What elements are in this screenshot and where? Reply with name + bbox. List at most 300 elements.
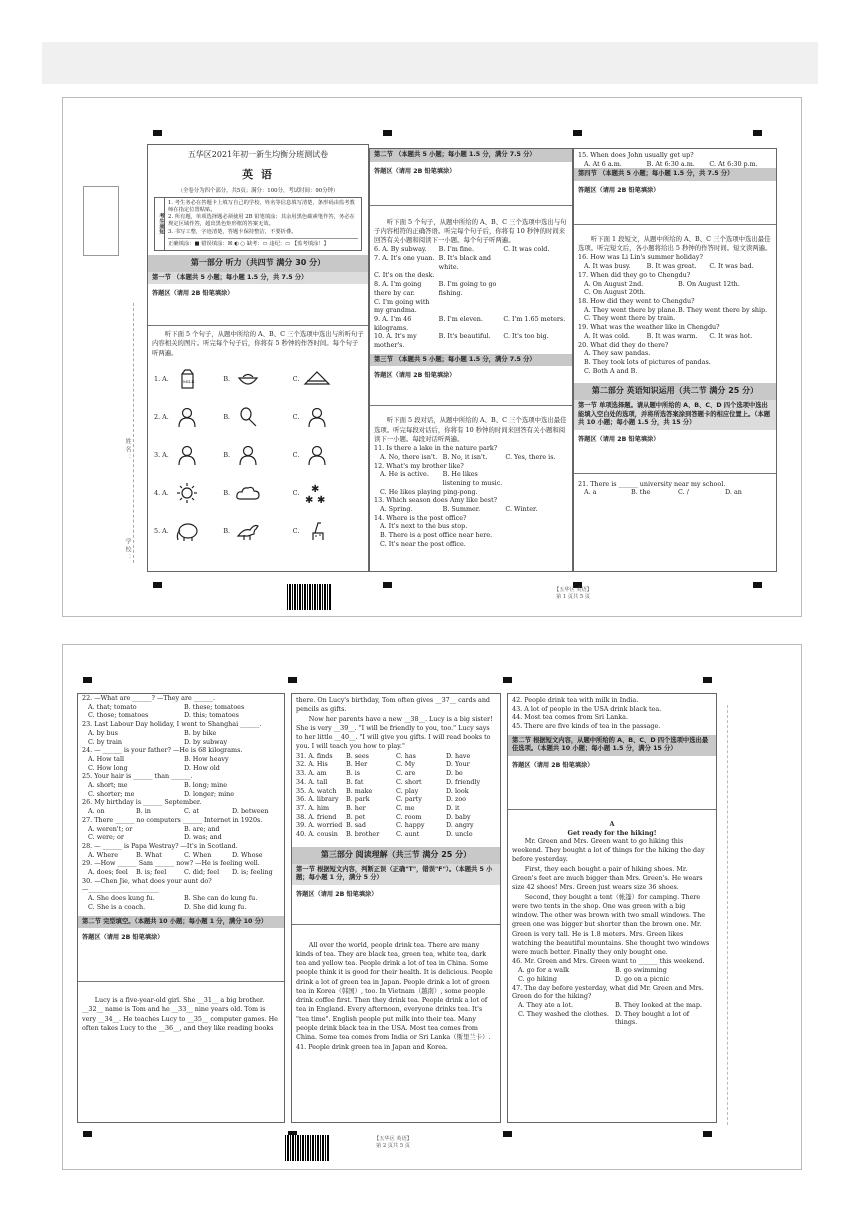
question-row (370, 254, 572, 271)
question-option (503, 271, 568, 280)
option: C. / (678, 488, 689, 497)
option: 36. A. library (296, 795, 339, 804)
cloze-passage-1: Lucy is a five-year-old girl. She __31__ a big brother. __32__ name is Tom and he __33__ nine years old. Tom is very __34__. He teaches Lucy to __35__ computer games. He often takes Lucy to the __36__, and they like reading books (82, 996, 278, 1032)
registration-mark (503, 1131, 512, 1137)
notice-line: 1. 考生务必在答题卡上填写自己的学校、姓名等信息填写清楚，条形码由监考教师在指定位置粘贴。 (168, 200, 355, 214)
option: B. go swimming (615, 966, 667, 975)
passage-paragraph: Mr. Green and Mrs. Green want to go hiking this weekend. They bought a lot of things for the hiking the day before yesterday. (512, 836, 705, 864)
option: B. Summer. (442, 505, 481, 514)
cloze-option-row (292, 804, 500, 813)
picture-option (223, 368, 292, 390)
svg-text:MILK: MILK (182, 378, 195, 384)
option: C. It was hot. (709, 331, 753, 340)
option: A. by bus (88, 728, 118, 737)
question-options (370, 505, 572, 514)
picture-options (148, 360, 368, 550)
option: C. room (396, 812, 422, 821)
option: C. has (396, 751, 416, 760)
option: B. are; and (184, 824, 220, 833)
question-option: C. I'm going with my grandma. (374, 297, 430, 315)
snow-icon (303, 482, 331, 504)
option: C. They went there by train. (584, 314, 676, 323)
exam-info: （全卷分为四个部分，共5页；满分：100分，考试时间：90分钟） (177, 188, 339, 194)
question-option: B. I'm going to go fishing. (438, 280, 497, 297)
page-footer: 【五华区 英语】 第 1 页共 5 页 (554, 587, 592, 600)
cloze-option-row (292, 752, 500, 761)
answer-area[interactable]: 答题区（请用 2B 铅笔填涂） (370, 162, 572, 206)
registration-mark (383, 130, 392, 136)
question-47: 47. The day before yesterday, what did Mr. Green and Mrs. Green do for the hiking? (512, 983, 704, 1001)
binding-line (133, 303, 134, 563)
pilot-icon (234, 444, 262, 466)
column-2 (369, 148, 573, 572)
option: C. are (396, 769, 416, 778)
option: B. these; tomatoes (184, 702, 245, 711)
option: 37. A. him (296, 803, 330, 812)
option: D. longer; mine (184, 789, 235, 798)
picture-option (293, 406, 362, 428)
cloze-option-row (292, 760, 500, 769)
option: A. It was busy. (584, 262, 631, 271)
option: A. It's next to the bus stop. (380, 522, 468, 531)
exam-notice (154, 197, 362, 251)
option: D. She did kung fu. (184, 902, 247, 911)
question-stem: 16. How was Li Lin's summer holiday? (578, 253, 703, 262)
picture-option-label: C. (292, 488, 300, 497)
cook-icon (303, 444, 331, 466)
option: A. On August 2nd. (584, 279, 644, 288)
option: C. How long (88, 763, 128, 772)
option: C. On August 20th. (584, 288, 646, 297)
picture-option-label: 2. A. (154, 412, 169, 421)
option: C. She is a coach. (88, 902, 146, 911)
picture-option-label: C. (292, 526, 300, 535)
passage-title: Get ready for the hiking! (567, 828, 657, 837)
bowl-icon (234, 368, 262, 390)
question-option: 8. A. I'm going there by car. (374, 280, 422, 297)
section1-instructions: 听下面 5 个句子，从题中所给的 A、B、C 三个选项中选出与所听句子内容相关的图片。听完每个句子后，你将有 5 秒钟的作答时间。每个句子听两遍。 (152, 330, 364, 357)
question-row (370, 271, 572, 280)
p2-column-1 (77, 693, 285, 1123)
picture-option-label: 5. A. (154, 526, 169, 535)
picture-question-row (148, 360, 368, 398)
registration-mark (288, 677, 297, 683)
p2-column-3 (507, 693, 717, 1123)
option: B. the (631, 488, 651, 497)
option: 40. A. cousin (296, 830, 338, 839)
section3-instructions: 听下面 5 段对话，从题中所给的 A、B、C 三个选项中选出最佳选项。听完每段对话后，你将有 10 秒钟的时间来回答有关小题和阅读下一小题。每段对话听两遍。 (374, 416, 567, 443)
giraffe-icon (303, 520, 331, 542)
option: C. He likes playing ping-pong. (380, 487, 478, 496)
section2-instructions: 听下面 5 个句子，从题中所给的 A、B、C 三个选项中选出与句子内容相符的正确答语。听完每个句子后，你将有 10 秒钟的时间来回答有关小题和阅读下一小题。每个句子听两遍。 (374, 217, 567, 245)
picture-option-label: 1. A. (154, 374, 169, 383)
question-46: 46. Mr. Green and Mrs. Green want to ______ this weekend. (512, 957, 705, 966)
question-stem: 17. When did they go to Chengdu? (578, 270, 691, 279)
answer-area[interactable]: 答题区（请用 2B 铅笔填涂） (574, 181, 776, 225)
question-21-options (574, 488, 776, 497)
option: B. What (136, 850, 162, 859)
tf-41: 41. People drink green tea in Japan and Korea. (296, 1042, 448, 1051)
question-options (370, 453, 572, 462)
option: B. They went there by ship. (678, 305, 768, 314)
swimmer-icon (303, 406, 331, 428)
reading-mc-heading: 第二节 根据短文内容，从题中所给的 A、B、C、D 四个选项中选出最佳选项。（本题共 10 小题；每小题 1.5 分，满分 15 分） (508, 735, 716, 756)
name-label: 姓名： (124, 438, 131, 462)
registration-mark (83, 1131, 92, 1137)
exam-page-2 (62, 644, 802, 1170)
question-47-options (508, 1001, 716, 1027)
question-row (370, 332, 572, 349)
cloud-icon (234, 482, 262, 504)
option: D. Whose (232, 850, 263, 859)
option: B. sad (346, 821, 366, 830)
question-option (503, 254, 568, 271)
question-option: B. I'm fine. (438, 245, 474, 254)
p2-column-2 (291, 693, 501, 1123)
school-label: 学校： (124, 538, 131, 562)
option: B. fat (346, 777, 364, 786)
question-option: C. I'm 1.65 meters. (503, 314, 566, 323)
option: D. is; feeling (232, 868, 273, 877)
picture-option (293, 444, 362, 466)
p2-section1-heading: 第一节 单项选择题。请从题中所给的 A、B、C、D 四个选项中选出能填入空白处的选项，并将所选答案涂到答题卡的相应位置上。（本题共 10 小题；每小题 1.5 分，共 15 分） (574, 400, 776, 430)
passage-paragraph: First, they each bought a pair of hiking shoes. Mr. Green's feet are much bigger than Mrs. Green's. He wears size 42 shoes! Mrs. Green just wears size 36 shoes. (512, 864, 703, 892)
tf-43: 43. A lot of people in the USA drink black tea. (512, 704, 662, 713)
question-stem: 28. — ______ is Papa Westray? —It's in Scotland. (82, 841, 238, 850)
registration-mark (503, 677, 512, 683)
question-row (370, 315, 572, 332)
question-15-options (574, 160, 776, 169)
picture-option-label: C. (292, 412, 300, 421)
option: C. me (396, 803, 415, 812)
option: 35. A. watch (296, 786, 337, 795)
notice-line: 2. 所有题，单项选择题必须使用 2B 铅笔填涂；其余用黑色碳素笔作答，务必在规定区域作答，超出黑色矩形框的答案无效。 (168, 214, 355, 228)
option: B. by bike (184, 728, 217, 737)
option: C. When (184, 850, 212, 859)
subject-title: 英 语 (242, 168, 274, 181)
part1-heading: 第一部分 听力（共四节 满分 30 分） (148, 255, 368, 272)
question-option (439, 271, 504, 280)
option: C. aunt (396, 830, 420, 839)
page-footer: 【五华区 英语】 第 2 页共 5 页 (374, 1136, 412, 1149)
option: B. It was great. (646, 262, 697, 271)
option: D. go on a picnic (615, 974, 670, 983)
question-stem: 19. What was the weather like in Chengdu? (578, 323, 720, 332)
question-option: C. It's on the desk. (374, 271, 435, 280)
option: B. They looked at the map. (615, 1000, 702, 1009)
option: D. it (446, 803, 460, 812)
option: A. They went there by plane. (584, 305, 678, 314)
picture-option (154, 520, 223, 542)
question-row (370, 298, 572, 315)
option: C. It's near the post office. (380, 539, 466, 548)
question-option: 7. A. It's one yuan. (374, 254, 435, 263)
option: A. She does kung fu. (88, 894, 155, 903)
option (505, 470, 568, 487)
barcode (287, 584, 331, 610)
cloze-option-row (292, 778, 500, 787)
option: B. How heavy (184, 754, 229, 763)
question-stem: 18. How did they went to Chengdu? (578, 296, 695, 305)
section4-instructions: 听下面 1 段短文，从题中所给的 A、B、C 三个选项中选出最佳选项。听完短文后，各小题将给出 5 秒钟的作答时间。短文读两遍。 (578, 234, 772, 253)
cloze-option-row (292, 813, 500, 822)
question-stem: 26. My birthday is ______ September. (82, 798, 202, 807)
option: C. Yes, there is. (505, 452, 556, 461)
section2-heading: 第二节 （本题共 5 小题；每小题 1.5 分，满分 7.5 分） (370, 149, 572, 162)
option: C. did; feel (184, 868, 220, 877)
option: B. At 6:30 a.m. (646, 159, 695, 168)
police-officer-icon (173, 444, 201, 466)
badminton-icon (234, 406, 262, 428)
option: B. long; mine (184, 781, 228, 790)
tf-42: 42. People drink tea with milk in India. (512, 696, 639, 704)
option: B. pet (346, 812, 366, 821)
option: C. happy (396, 821, 425, 830)
option: D. an (725, 488, 742, 497)
option: A. weren't; or (88, 824, 133, 833)
option: C. go hiking (518, 974, 557, 983)
question-stem: 27. There ______ no computers ______ Internet in 1920s. (82, 815, 263, 824)
registration-mark (703, 1131, 712, 1137)
question-options (78, 807, 284, 816)
question-options (574, 332, 776, 341)
option: B. They took lots of pictures of pandas. (584, 357, 711, 366)
option: 33. A. am (296, 769, 327, 778)
option: D. this; tomatoes (184, 711, 239, 720)
cloze-passage-3: Now her parents have a new __38__. Lucy is a big sister! She is very __39__. "I will be friendly to you, too." Lucy says to her little __40__. "I will give you gifts. I will read books to you. I will teach you how to play." (296, 714, 493, 751)
cloze-options (292, 752, 500, 839)
option: A. Spring. (380, 505, 413, 514)
picture-option (223, 406, 292, 428)
option: D. was; and (184, 833, 222, 842)
option: A. It was cold. (584, 331, 630, 340)
option: B. sees (346, 751, 369, 760)
option: A. go for a walk (518, 966, 569, 975)
option: B. brother (346, 830, 380, 839)
top-toolbar-strip (42, 42, 818, 84)
question-15: 15. When does John usually get up? (578, 151, 694, 159)
option: B. make (346, 786, 373, 795)
option: C. short (396, 777, 422, 786)
section1-heading: 第一节 （本题共 5 小题；每小题 1.5 分，共 7.5 分） (148, 272, 368, 285)
option: C. They washed the clothes. (518, 1009, 609, 1018)
option: C. At 6:30 p.m. (709, 159, 758, 168)
question-option: 9. A. I'm 46 kilograms. (374, 314, 412, 332)
dinosaur-icon (234, 520, 262, 542)
answer-area[interactable]: 答题区（请用 2B 铅笔填涂） (148, 284, 368, 326)
option: B. in (136, 807, 151, 816)
fill-legend: 正确填涂：■ 错误填涂：☒ ◐ ○ 缺考：▭ 违纪：▭ 【监考填涂！】 (168, 238, 358, 248)
option: B. There is a post office near here. (380, 531, 493, 540)
barcode-sticker-box (83, 186, 119, 256)
picture-option-label: 4. A. (154, 488, 169, 497)
answer-area[interactable]: 答题区（请用 2B 铅笔填涂） (370, 366, 572, 406)
option: D. look (446, 786, 469, 795)
passage-paragraph: Second, they bought a tent（帐篷）for camping. There were two tents in the shop. One was green with a big window. The other was brown with two small windows. The green one was bigger but shorter than the brown one. Mr. Green is very tall. He is 1.8 meters. Mrs. Green likes watching the beautiful mountains. She thought two windows were much better. Finally they only bought one. (512, 892, 710, 957)
question-stem: 11. Is there a lake in the nature park? (374, 444, 498, 453)
picture-option-label: C. (292, 450, 300, 459)
section4-questions (574, 253, 776, 375)
option: D. friendly (446, 777, 481, 786)
option: D. by subway (184, 737, 228, 746)
picture-option-label: 3. A. (154, 450, 169, 459)
option: B. No, it isn't. (442, 452, 488, 461)
question-options (78, 703, 284, 720)
section2-questions (370, 245, 572, 349)
option: C. My (396, 760, 415, 769)
binding-margin (727, 705, 757, 1125)
question-options (574, 262, 776, 271)
option: D. angry (446, 821, 474, 830)
picture-option (223, 444, 292, 466)
registration-mark (83, 677, 92, 683)
notice-label: 考生须知 (155, 198, 165, 250)
question-option: 6. A. By subway. (374, 245, 427, 254)
answer-line: —______________________ (82, 885, 159, 894)
cloze-option-row (292, 769, 500, 778)
option: D. How old (184, 763, 220, 772)
exam-title: 五华区2021年初一新生均衡分班测试卷 (187, 150, 329, 159)
option: A. does; feel (88, 868, 128, 877)
option: B. park (346, 795, 370, 804)
section3-questions (370, 444, 572, 548)
answer-area[interactable]: 答题区（请用 2B 铅笔填涂） (574, 430, 776, 474)
question-row (370, 280, 572, 297)
option: D. zoo (446, 795, 467, 804)
answer-area[interactable]: 答题区（请用 2B 铅笔填涂） (292, 885, 500, 925)
registration-mark (703, 677, 712, 683)
picture-question-row (148, 436, 368, 474)
option: A. How tall (88, 754, 125, 763)
question-stem: 24. — ______ is your father? —He is 68 kilograms. (82, 746, 243, 755)
question-stem: 14. Where is the post office? (374, 513, 467, 522)
registration-mark (383, 582, 392, 588)
registration-mark (573, 130, 582, 136)
part3-heading: 第三部分 阅读理解（共三节 满分 25 分） (292, 847, 500, 864)
option: 34. A. tall (296, 777, 328, 786)
cloze-option-row (292, 830, 500, 839)
cloze-option-row (292, 821, 500, 830)
picture-option-label: B. (223, 488, 231, 497)
picture-option (293, 368, 362, 390)
picture-option (223, 520, 292, 542)
option: C. Winter. (505, 505, 538, 514)
question-option: B. It's black and white. (438, 254, 492, 271)
option: C. those; tomatoes (88, 711, 149, 720)
option: 31. A. finds (296, 751, 333, 760)
option: D. have (446, 751, 471, 760)
question-stem: 12. What's my brother like? (374, 461, 464, 470)
picture-question-row (148, 512, 368, 550)
question-option (439, 298, 504, 315)
question-options (574, 280, 776, 289)
grammar-questions (78, 694, 284, 912)
milk-carton-icon (173, 368, 201, 390)
picture-option-label: B. (223, 374, 231, 383)
picture-option-label: B. (223, 450, 231, 459)
picture-option (293, 520, 362, 542)
picture-option (154, 368, 223, 390)
option: D. Your (446, 760, 470, 769)
option: B. Her (346, 760, 368, 769)
question-option: C. It was cold. (503, 245, 550, 254)
question-options (574, 306, 776, 315)
svg-text:✱: ✱ (317, 494, 326, 504)
option: C. by train (88, 737, 123, 746)
question-option (503, 280, 568, 297)
option: A. He is active. (380, 470, 429, 479)
option: C. play (396, 786, 419, 795)
cloze-option-row (292, 787, 500, 796)
question-21: 21. There is ______ university near my school. (578, 479, 726, 488)
question-stem: 25. Your hair is ______ than ______. (82, 772, 193, 781)
cloze-passage-2: there. On Lucy's birthday, Tom often gives __37__ cards and pencils as gifts. (296, 696, 491, 714)
option: 38. A. friend (296, 812, 337, 821)
option: C. were; or (88, 833, 124, 842)
question-options (370, 470, 572, 487)
picture-option (154, 482, 223, 504)
column-1 (147, 144, 369, 572)
passage-label: A (609, 819, 615, 828)
tf-45: 45. There are five kinds of tea in the passage. (512, 722, 661, 731)
question-option: B. I'm eleven. (438, 314, 483, 323)
option: A. that; tomato (88, 702, 137, 711)
option: B. is (346, 769, 361, 778)
registration-mark (153, 130, 162, 136)
picture-question-row (148, 474, 368, 512)
option: B. She can do kung fu. (184, 894, 258, 903)
picture-question-row (148, 398, 368, 436)
option: B. On August 12th. (678, 279, 740, 288)
question-46-options (508, 966, 716, 983)
svg-text:✱: ✱ (311, 483, 320, 495)
answer-area[interactable]: 答题区（请用 2B 铅笔填涂） (78, 928, 284, 982)
question-option: 10. A. It's my mother's. (374, 332, 417, 350)
sun-icon (173, 482, 201, 504)
option: D. uncle (446, 830, 473, 839)
option: A. They saw pandas. (584, 349, 651, 358)
option: B. It was warm. (646, 331, 698, 340)
option: B. is; feel (136, 868, 167, 877)
option: 39. A. worried (296, 821, 343, 830)
question-stem: 29. —How ______ Sam ______ now? —He is feeling well. (82, 859, 260, 868)
option: C. party (396, 795, 422, 804)
option: A. They ate a lot. (518, 1000, 574, 1009)
reading-passage-tea: All over the world, people drink tea. There are many kinds of tea. They are black tea, green tea, white tea, dark tea and yellow tea. People drink a lot of tea in China. Some people think it is good for their health. It is delicious. People drink a lot of green tea in Japan. People drink a lot of green tea in Korea（韩国）, too. In Vietnam（越南）, some people drink coffee first. Then they drink tea. People drink a lot of tea in England. Every afternoon, everyone drinks tea. It's "tea time". English people put milk into their tea. Many people drink black tea in the USA. Most tea comes from China. Some tea comes from India or Sri Lanka（斯里兰卡）. (296, 940, 493, 1042)
svg-text:✱: ✱ (305, 494, 314, 504)
answer-area[interactable]: 答题区（请用 2B 铅笔填涂） (508, 756, 716, 810)
question-option: C. It's too big. (503, 332, 549, 341)
elephant-icon (173, 520, 201, 542)
question-row (370, 245, 572, 254)
picture-option (223, 482, 292, 504)
option: D. baby (446, 812, 471, 821)
question-options (78, 755, 284, 772)
option: C. It was bad. (709, 262, 754, 271)
gardener-icon (173, 406, 201, 428)
cloze-heading: 第二节 完型填空。（本题共 10 小题；每小题 1 分，满分 10 分） (78, 916, 284, 929)
sandwich-icon (303, 368, 331, 390)
picture-option-label: B. (223, 526, 231, 535)
option: B. He likes listening to music. (442, 470, 503, 487)
column-3 (573, 148, 777, 572)
registration-mark (153, 582, 162, 588)
option: D. between (232, 807, 269, 816)
option: C. shorter; me (88, 789, 135, 798)
option: A. on (88, 807, 105, 816)
picture-option (293, 482, 362, 504)
notice-line: 3. 书写工整，字迹清楚，答题卡保持整洁，不要折叠。 (168, 228, 297, 235)
